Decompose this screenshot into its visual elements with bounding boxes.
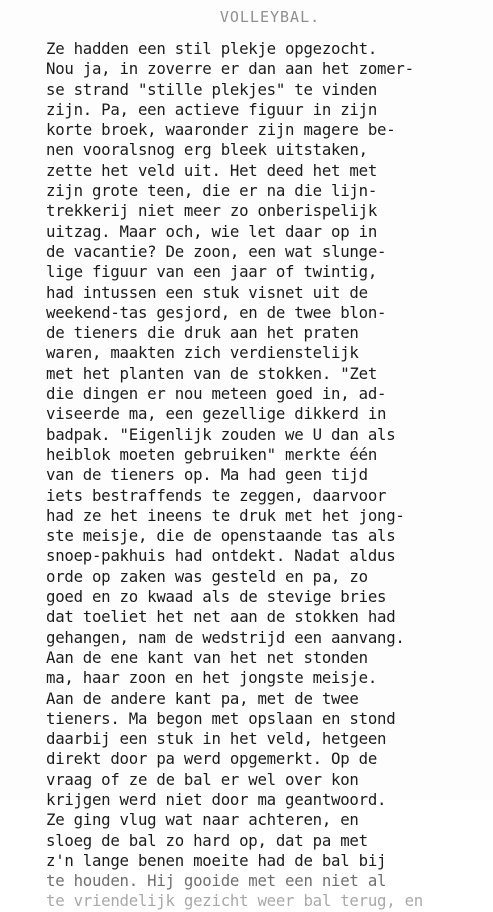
text-line: korte broek, waaronder zijn magere be- xyxy=(46,120,396,140)
text-line: zette het veld uit. Het deed het met xyxy=(46,160,378,180)
text-line: sloeg de bal zo hard op, dat pa met xyxy=(46,830,368,850)
text-line: lige figuur van een jaar of twintig, xyxy=(46,262,378,282)
text-line: direkt door pa werd opgemerkt. Op de xyxy=(46,749,378,769)
text-line: gehangen, nam de wedstrijd een aanvang. xyxy=(46,627,405,647)
text-line: te vriendelijk gezicht weer bal terug, en xyxy=(46,891,423,911)
text-line: waren, maakten zich verdienstelijk xyxy=(46,343,359,363)
text-line: dat toeliet het net aan de stokken had xyxy=(46,607,396,627)
text-line: heiblok moeten gebruiken" merkte één xyxy=(46,444,378,464)
text-line: snoep-pakhuis had ontdekt. Nadat aldus xyxy=(46,546,396,566)
text-line: viseerde ma, een gezellige dikkerd in xyxy=(46,404,387,424)
text-line: Ze hadden een stil plekje opgezocht. xyxy=(46,39,378,58)
text-line: met het planten van de stokken. "Zet xyxy=(46,363,378,383)
text-line: goed en zo kwaad als de stevige bries xyxy=(46,587,387,607)
text-line: orde op zaken was gesteld en pa, zo xyxy=(46,566,368,586)
text-line: weekend-tas gesjord, en de twee blon- xyxy=(46,302,387,322)
text-line: nen vooralsnog erg bleek uitstaken, xyxy=(46,140,368,160)
text-line: zijn grote teen, die er na die lijn- xyxy=(46,181,378,201)
text-line: die dingen er nou meteen goed in, ad- xyxy=(46,384,387,404)
text-line: daarbij een stuk in het veld, hetgeen xyxy=(46,729,387,749)
text-line: ma, haar zoon en het jongste meisje. xyxy=(46,668,378,688)
text-line: ste meisje, die de openstaande tas als xyxy=(46,526,396,546)
text-line: had intussen een stuk visnet uit de xyxy=(46,282,368,302)
text-line: de tieners die druk aan het praten xyxy=(46,323,359,343)
text-line: z'n lange benen moeite had de bal bij xyxy=(46,850,387,870)
text-line: van de tieners op. Ma had geen tijd xyxy=(46,465,368,485)
page-title: VOLLEYBAL. xyxy=(219,8,321,26)
text-line: vraag of ze de bal er wel over kon xyxy=(46,769,359,789)
text-line: krijgen werd niet door ma geantwoord. xyxy=(46,789,387,809)
text-line: Nou ja, in zoverre er dan aan het zomer- xyxy=(46,59,414,79)
text-line: se strand "stille plekjes" te vinden xyxy=(46,79,378,99)
text-line: de vacantie? De zoon, een wat slunge- xyxy=(46,241,387,261)
text-line: badpak. "Eigenlijk zouden we U dan als xyxy=(46,424,396,444)
text-line: Ze ging vlug wat naar achteren, en xyxy=(46,810,359,830)
text-line: tieners. Ma begon met opslaan en stond xyxy=(46,708,396,728)
text-line: zijn. Pa, een actieve figuur in zijn xyxy=(46,99,378,119)
text-line: iets bestraffends te zeggen, daarvoor xyxy=(46,485,387,505)
text-line: Aan de ene kant van het net stonden xyxy=(46,647,368,667)
typed-body-text xyxy=(46,39,423,912)
text-line: trekkerij niet meer zo onberispelijk xyxy=(46,201,378,221)
text-line: te houden. Hij gooide met een niet al xyxy=(46,871,387,891)
text-line: had ze het ineens te druk met het jong- xyxy=(46,505,405,525)
text-line: Aan de andere kant pa, met de twee xyxy=(46,688,359,708)
text-line: uitzag. Maar och, wie let daar op in xyxy=(46,221,378,241)
